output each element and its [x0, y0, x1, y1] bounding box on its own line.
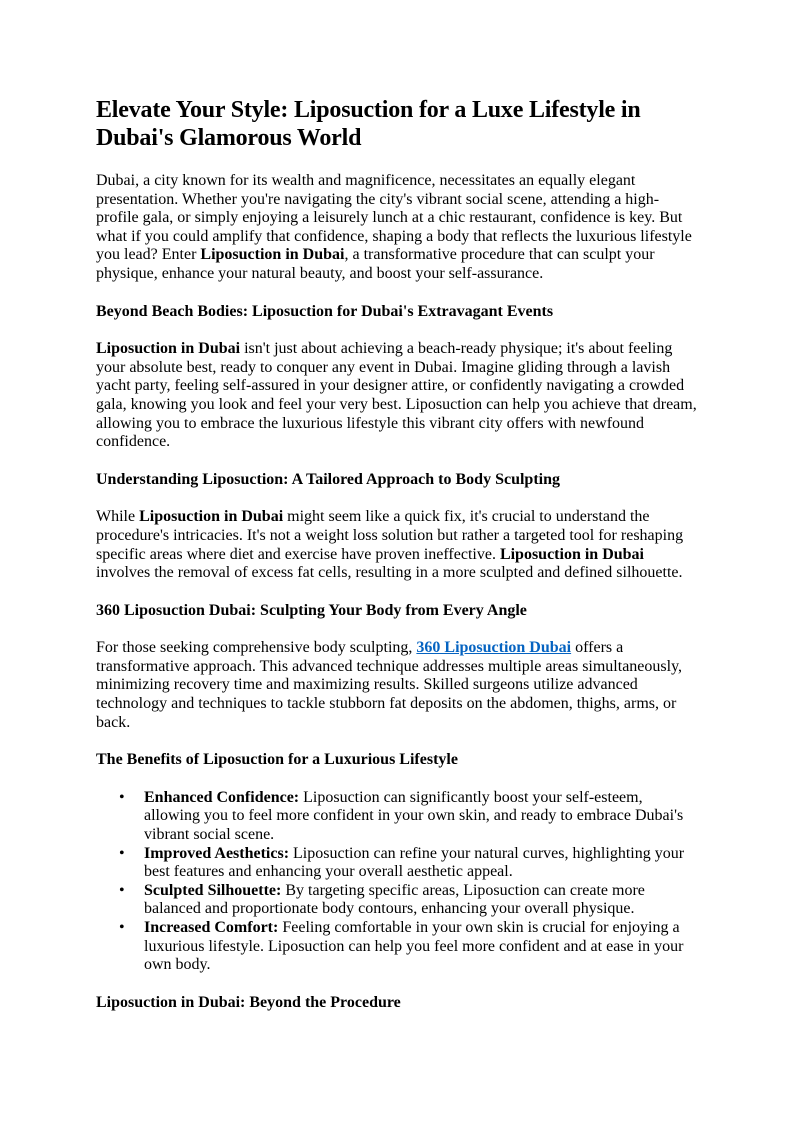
benefit-label: Increased Comfort: [144, 919, 279, 936]
section3-paragraph [96, 639, 698, 732]
intro-paragraph [96, 172, 698, 284]
section1-keyword: Liposuction in Dubai [96, 340, 241, 358]
bullet-icon: • [119, 919, 125, 936]
page-title: Elevate Your Style: Liposuction for a Luxe Lifestyle in Dubai's Glamorous World [96, 97, 641, 151]
benefit-label: Enhanced Confidence: [144, 788, 300, 806]
benefit-text: By targeting specific areas, Liposuction can create more balanced and proportionate body contours, enhancing your overall physique. [144, 881, 645, 918]
list-item [119, 788, 698, 845]
intro-keyword: Liposuction in Dubai [200, 246, 345, 264]
section2-text-a: While [96, 508, 140, 526]
section3-text-a: For those seeking comprehensive body sculpting, [96, 639, 417, 657]
section1-text: isn't just about achieving a beach-ready physique; it's about feeling your absolute best, ready to conquer any event in Dubai. Imagine gliding through a lavish yacht party, feeling self-assured in your designer attire, or confidently navigating a crowded gala, knowing you look and feel your very best. Liposuction can help you achieve that dream, allowing you to embrace the luxurious lifestyle this vibrant city offers with newfound confidence. [96, 340, 697, 451]
section2-paragraph [96, 508, 698, 582]
section2-keyword-b: Liposuction in Dubai [499, 545, 644, 563]
intro-text-before: Dubai, a city known for its wealth and magnificence, necessitates an equally elegant presentation. Whether you're navigating the city's vibrant social scene, attending a high-profile gala, or simply enjoying a leisurely lunch at a chic restaurant, confidence is key. But what if you could amplify that confidence, shaping a body that reflects the luxurious lifestyle you lead? Enter [96, 172, 692, 264]
section1-paragraph [96, 340, 698, 452]
section2-heading: Understanding Liposuction: A Tailored Approach to Body Sculpting [96, 470, 560, 488]
benefit-label: Sculpted Silhouette: [144, 881, 282, 899]
section5-heading: Liposuction in Dubai: Beyond the Procedure [96, 993, 401, 1011]
benefit-label: Improved Aesthetics: [144, 844, 290, 862]
section3-text-b: offers a transformative approach. This advanced technique addresses multiple areas simultaneously, minimizing recovery time and maximizing results. Skilled surgeons utilize advanced technology and techniques to tackle stubborn fat deposits on the abdomen, thighs, arms, or back. [96, 639, 683, 731]
benefits-list [96, 789, 698, 975]
section2-keyword-a: Liposuction in Dubai [139, 508, 284, 526]
liposuction-360-link[interactable]: 360 Liposuction Dubai [416, 639, 572, 657]
benefit-text: Liposuction can refine your natural curves, highlighting your best features and enhancing your overall aesthetic appeal. [144, 844, 685, 881]
list-item [119, 844, 698, 882]
bullet-icon: • [119, 788, 125, 806]
document-page [96, 96, 698, 1031]
bullet-icon: • [119, 881, 125, 899]
list-item [119, 881, 698, 919]
bullet-icon: • [119, 844, 125, 862]
section4-heading: The Benefits of Liposuction for a Luxurious Lifestyle [96, 751, 458, 769]
section2-text-c: involves the removal of excess fat cells, resulting in a more sculpted and defined silhouette. [96, 564, 683, 582]
section1-heading: Beyond Beach Bodies: Liposuction for Dubai's Extravagant Events [96, 302, 554, 320]
list-item [119, 919, 698, 975]
section2-text-b: might seem like a quick fix, it's crucial to understand the procedure's intricacies. It's not a weight loss solution but rather a targeted tool for reshaping specific areas where diet and exercise have proven ineffective. [96, 508, 684, 563]
section3-heading: 360 Liposuction Dubai: Sculpting Your Body from Every Angle [96, 601, 527, 619]
benefit-text: Liposuction can significantly boost your self-esteem, allowing you to feel more confident in your own skin, and ready to embrace Dubai's vibrant social scene. [144, 788, 684, 844]
benefit-text: Feeling comfortable in your own skin is crucial for enjoying a luxurious lifestyle. Liposuction can help you feel more confident and at ease in your own body. [144, 919, 684, 974]
intro-text-after: , a transformative procedure that can sculpt your physique, enhance your natural beauty, and boost your self-assurance. [96, 246, 655, 282]
